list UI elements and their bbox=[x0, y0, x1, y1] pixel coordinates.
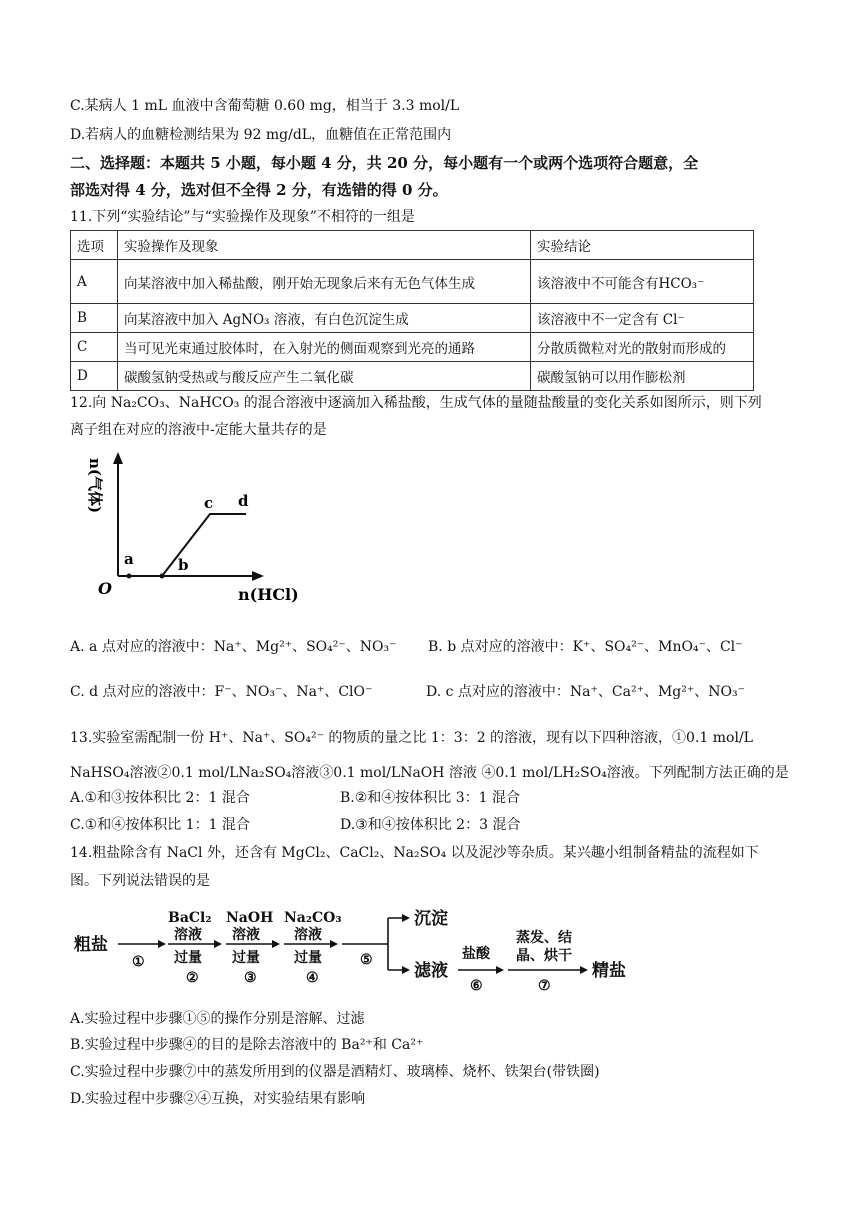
flow-reagent3-solution: 溶液 bbox=[232, 927, 260, 943]
gas-curve bbox=[162, 514, 246, 576]
x-axis-label: n(HCl) bbox=[238, 585, 299, 604]
table-row bbox=[71, 333, 754, 362]
q13-stem-line2: NaHSO₄溶液②0.1 mol/LNa₂SO₄溶液③0.1 mol/LNaOH 溶液 ④0.1 mol/LH₂SO₄溶液。下列配制方法正确的是 bbox=[70, 765, 789, 781]
q12-stem-line2: 离子组在对应的溶液中-定能大量共存的是 bbox=[70, 422, 327, 438]
flow-reagent4-solution: 溶液 bbox=[294, 927, 322, 943]
table-cell-option: C bbox=[71, 333, 118, 362]
table-header-cell: 选项 bbox=[71, 231, 118, 260]
flow-step5: ⑤ bbox=[360, 952, 373, 968]
arrow-icon bbox=[580, 966, 588, 974]
q14-option-c: C.实验过程中步骤⑦中的蒸发所用到的仪器是酒精灯、玻璃棒、烧杯、铁架台(带铁圈) bbox=[70, 1064, 600, 1080]
point-c-label: c bbox=[204, 494, 214, 512]
q12-stem-line1: 12.向 Na₂CO₃、NaHCO₃ 的混合溶液中逐滴加入稀盐酸，生成气体的量随盐酸量的变化关系如图所示，则下列 bbox=[70, 395, 762, 411]
point-b-label: b bbox=[178, 556, 189, 574]
flow-step3: ③ bbox=[244, 970, 257, 986]
table-row bbox=[71, 304, 754, 333]
q10-option-d: D.若病人的血糖检测结果为 92 mg/dL，血糖值在正常范围内 bbox=[70, 127, 452, 143]
flow-reagent2-name: BaCl₂ bbox=[168, 910, 212, 926]
arrow-icon bbox=[496, 966, 504, 974]
q12-gas-graph bbox=[70, 450, 310, 610]
flow-evaporate-line2: 晶、烘干 bbox=[516, 948, 572, 964]
table-cell-option: A bbox=[71, 260, 118, 304]
table-cell-operation: 向某溶液中加入稀盐酸，刚开始无现象后来有无色气体生成 bbox=[118, 260, 531, 304]
section2-heading-line2: 部选对得 4 分，选对但不全得 2 分，有选错的得 0 分。 bbox=[70, 181, 448, 199]
table-row bbox=[71, 260, 754, 304]
section2-heading-line1: 二、选择题：本题共 5 小题，每小题 4 分，共 20 分，每小题有一个或两个选项符合题意，全 bbox=[70, 154, 699, 172]
y-axis-arrow-icon bbox=[113, 452, 123, 464]
q14-stem-line2: 图。下列说法错误的是 bbox=[70, 873, 210, 889]
flow-step2: ② bbox=[186, 970, 199, 986]
q11-stem: 11.下列“实验结论”与“实验操作及现象”不相符的一组是 bbox=[70, 209, 415, 225]
table-cell-conclusion: 该溶液中不一定含有 Cl⁻ bbox=[531, 304, 754, 333]
table-cell-conclusion: 碳酸氢钠可以用作膨松剂 bbox=[531, 362, 754, 391]
flow-reagent3-name: NaOH bbox=[226, 910, 274, 926]
flow-reagent2-excess: 过量 bbox=[174, 950, 202, 966]
q13-option-b: B.②和④按体积比 3：1 混合 bbox=[340, 790, 521, 806]
arrow-icon bbox=[158, 940, 166, 948]
q13-stem-line1: 13.实验室需配制一份 H⁺、Na⁺、SO₄²⁻ 的物质的量之比 1：3：2 的溶液，现有以下四种溶液，①0.1 mol/L bbox=[70, 730, 753, 746]
flow-step1: ① bbox=[132, 954, 145, 970]
q13-option-d: D.③和④按体积比 2：3 混合 bbox=[340, 817, 521, 833]
flow-reagent4-excess: 过量 bbox=[294, 950, 322, 966]
table-header-cell: 实验操作及现象 bbox=[118, 231, 531, 260]
q13-option-c: C.①和④按体积比 1：1 混合 bbox=[70, 817, 250, 833]
arrow-icon bbox=[330, 940, 338, 948]
flow-precipitate: 沉淀 bbox=[414, 909, 448, 929]
x-axis-arrow-icon bbox=[252, 571, 264, 581]
flow-reagent4-name: Na₂CO₃ bbox=[284, 910, 342, 926]
arrow-icon bbox=[402, 914, 410, 922]
flow-step6: ⑥ bbox=[470, 978, 483, 994]
point-a-label: a bbox=[124, 550, 134, 568]
q11-table bbox=[70, 230, 754, 391]
q14-stem-line1: 14.粗盐除含有 NaCl 外，还含有 MgCl₂、CaCl₂、Na₂SO₄ 以及泥沙等杂质。某兴趣小组制备精盐的流程如下 bbox=[70, 845, 759, 861]
point-a-marker bbox=[127, 574, 132, 579]
point-b-marker bbox=[160, 574, 165, 579]
q14-flow-chart bbox=[70, 898, 650, 998]
table-cell-conclusion: 该溶液中不可能含有HCO₃⁻ bbox=[531, 260, 754, 304]
q12-option-a: A. a 点对应的溶液中：Na⁺、Mg²⁺、SO₄²⁻、NO₃⁻ bbox=[70, 639, 397, 655]
flow-filtrate: 滤液 bbox=[414, 961, 448, 981]
q12-option-c: C. d 点对应的溶液中：F⁻、NO₃⁻、Na⁺、ClO⁻ bbox=[70, 684, 373, 700]
q12-option-b: B. b 点对应的溶液中：K⁺、SO₄²⁻、MnO₄⁻、Cl⁻ bbox=[428, 639, 743, 655]
point-d-label: d bbox=[238, 492, 249, 510]
q10-option-c: C.某病人 1 mL 血液中含葡萄糖 0.60 mg，相当于 3.3 mol/L bbox=[70, 98, 460, 114]
q14-option-d: D.实验过程中步骤②④互换，对实验结果有影响 bbox=[70, 1091, 366, 1107]
table-cell-operation: 碳酸氢钠受热或与酸反应产生二氧化碳 bbox=[118, 362, 531, 391]
flow-start-label: 粗盐 bbox=[74, 935, 108, 955]
arrow-icon bbox=[402, 966, 410, 974]
table-cell-conclusion: 分散质微粒对光的散射而形成的 bbox=[531, 333, 754, 362]
q12-option-d: D. c 点对应的溶液中：Na⁺、Ca²⁺、Mg²⁺、NO₃⁻ bbox=[426, 684, 745, 700]
table-header-row bbox=[71, 231, 754, 260]
flow-reagent2-solution: 溶液 bbox=[174, 927, 202, 943]
table-cell-option: B bbox=[71, 304, 118, 333]
table-header-cell: 实验结论 bbox=[531, 231, 754, 260]
flow-step7: ⑦ bbox=[538, 978, 551, 994]
table-cell-option: D bbox=[71, 362, 118, 391]
q13-option-a: A.①和③按体积比 2：1 混合 bbox=[70, 790, 250, 806]
table-cell-operation: 向某溶液中加入 AgNO₃ 溶液，有白色沉淀生成 bbox=[118, 304, 531, 333]
origin-label: O bbox=[98, 579, 112, 598]
y-axis-label: n(气体) bbox=[86, 458, 104, 514]
flow-step4: ④ bbox=[306, 970, 319, 986]
flow-evaporate-line1: 蒸发、结 bbox=[516, 930, 572, 946]
flow-reagent3-excess: 过量 bbox=[232, 950, 260, 966]
q14-option-a: A.实验过程中步骤①⑤的操作分别是溶解、过滤 bbox=[70, 1011, 365, 1027]
table-row bbox=[71, 362, 754, 391]
arrow-icon bbox=[214, 940, 222, 948]
flow-product: 精盐 bbox=[592, 961, 626, 981]
table-cell-operation: 当可见光束通过胶体时，在入射光的侧面观察到光亮的通路 bbox=[118, 333, 531, 362]
flow-hcl-label: 盐酸 bbox=[462, 946, 490, 962]
arrow-icon bbox=[272, 940, 280, 948]
q14-option-b: B.实验过程中步骤④的目的是除去溶液中的 Ba²⁺和 Ca²⁺ bbox=[70, 1037, 424, 1053]
